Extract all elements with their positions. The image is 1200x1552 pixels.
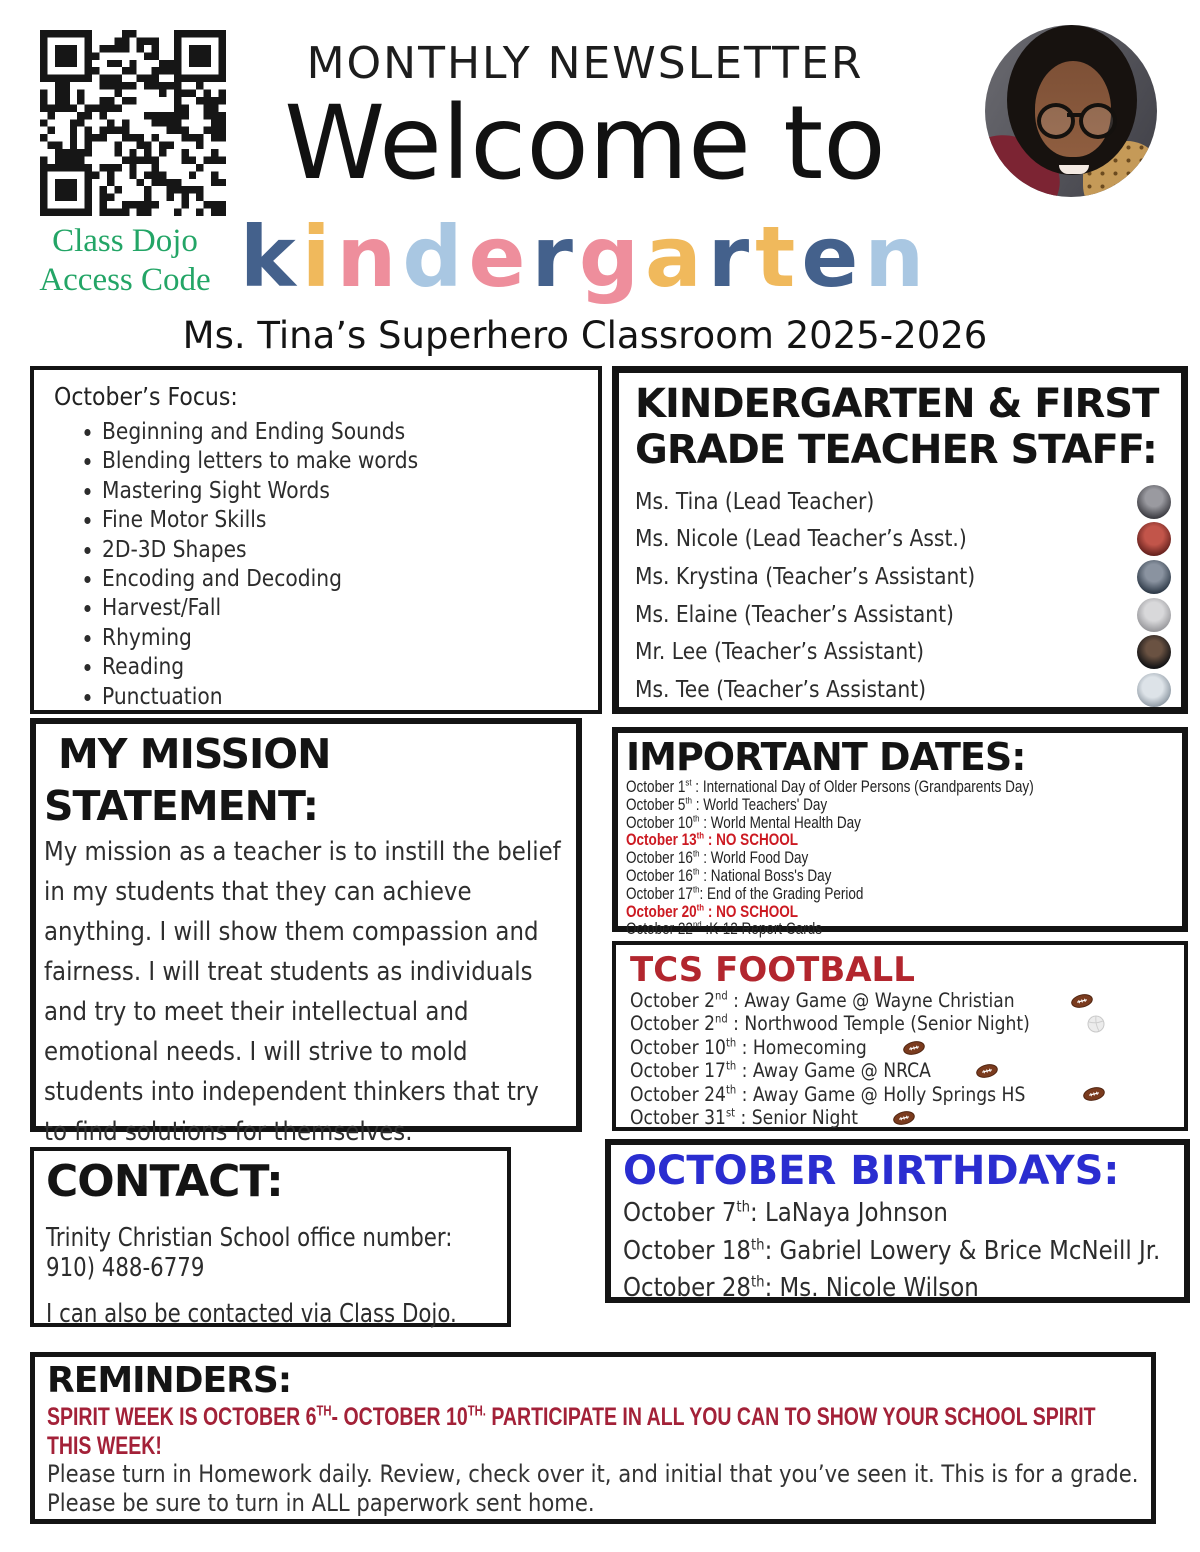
football-item: October 24th : Away Game @ Holly Springs HS	[630, 1083, 1176, 1106]
list-item: • Mastering Sight Words	[102, 477, 582, 506]
contact-box	[30, 1147, 511, 1327]
football-item: October 10th : Homecoming	[630, 1036, 1176, 1059]
reminder-line: Please turn in Homework daily. Review, check over it, and initial that you’ve seen it. This is for a grade.	[47, 1460, 1139, 1488]
ordinal-suffix: st	[685, 777, 692, 789]
ordinal-suffix: th	[725, 1059, 737, 1073]
mission-body: My mission as a teacher is to instill the belief in my students that they can achieve anything. I will show them compassion and fairness. I will treat students as individuals and try to meet their intellectual and emotional needs. I will strive to mold students into independent thinkers that try to find solutions for themselves.	[44, 837, 561, 1147]
teacher-portrait-photo	[985, 25, 1157, 197]
ordinal-suffix: th	[725, 1036, 737, 1050]
list-item: • Blending letters to make words	[102, 447, 582, 476]
kindergarten-letter: n	[864, 208, 931, 306]
staff-member-row	[635, 671, 1171, 709]
date-item-no-school: October 13th : NO SCHOOL	[626, 830, 799, 850]
ordinal-suffix: th	[692, 866, 700, 878]
date-item-no-school: October 20th : NO SCHOOL	[626, 902, 799, 921]
kindergarten-letter: g	[578, 208, 646, 306]
kindergarten-letter: d	[402, 208, 469, 306]
focus-title: October’s Focus:	[54, 382, 238, 411]
date-item: October 5th : World Teachers' Day	[626, 795, 828, 814]
focus-list	[54, 418, 582, 712]
important-dates-box	[612, 727, 1188, 939]
football-item: October 2nd : Northwood Temple (Senior Night)	[630, 1012, 1176, 1035]
classroom-subtitle: Ms. Tina’s Superhero Classroom 2025-2026	[182, 314, 988, 357]
staff-avatar-photo	[1137, 485, 1171, 519]
ordinal-suffix: th	[696, 902, 705, 914]
ordinal-suffix: th	[692, 848, 700, 860]
list-item: • Beginning and Ending Sounds	[102, 418, 582, 447]
date-item: October 17th: End of the Grading Period	[626, 884, 864, 903]
kindergarten-letter: n	[336, 208, 403, 306]
kindergarten-letter: i	[301, 208, 337, 306]
tcs-football-box	[612, 941, 1188, 1131]
contact-line: I can also be contacted via Class Dojo.	[46, 1299, 457, 1329]
football-icon	[902, 1040, 926, 1056]
ordinal-suffix: th	[750, 1234, 765, 1253]
reminder-line: Please be sure to turn in ALL paperwork sent home.	[47, 1489, 595, 1517]
date-item: October 1st : International Day of Older Persons (Grandparents Day)	[626, 777, 1034, 796]
staff-member-name: Ms. Nicole (Lead Teacher’s Asst.)	[635, 526, 967, 553]
date-item: October 16th : National Boss's Day	[626, 866, 832, 885]
newsletter-label: MONTHLY NEWSLETTER	[306, 38, 864, 89]
teacher-staff-box	[612, 366, 1188, 714]
football-title: TCS FOOTBALL	[630, 950, 915, 990]
list-item: • Harvest/Fall	[102, 594, 582, 623]
football-icon	[1082, 1086, 1106, 1102]
football-item: October 2nd : Away Game @ Wayne Christian	[630, 989, 1176, 1012]
ordinal-suffix: th	[725, 1083, 737, 1097]
staff-avatar-photo	[1137, 560, 1171, 594]
welcome-title: Welcome to	[284, 84, 886, 203]
contact-title: CONTACT:	[46, 1156, 283, 1207]
photo-smile	[1059, 165, 1089, 174]
list-item: • Fine Motor Skills	[102, 506, 582, 535]
staff-member-row	[635, 521, 1171, 559]
staff-avatar-photo	[1137, 598, 1171, 632]
staff-title	[635, 381, 1171, 473]
ordinal-suffix: th	[696, 830, 705, 842]
staff-member-name: Ms. Tee (Teacher’s Assistant)	[635, 676, 927, 703]
list-item: • Encoding and Decoding	[102, 565, 582, 594]
birthday-item: October 7th: LaNaya Johnson	[623, 1197, 948, 1228]
staff-member-name: Ms. Krystina (Teacher’s Assistant)	[635, 563, 976, 590]
reminders-box	[30, 1352, 1156, 1524]
contact-phone: 910) 488-6779	[46, 1253, 205, 1283]
staff-member-name: Ms. Elaine (Teacher’s Assistant)	[635, 601, 954, 628]
staff-title-line1: KINDERGARTEN & FIRST	[635, 381, 1159, 427]
date-item: October 10th : World Mental Health Day	[626, 813, 861, 832]
staff-member-name: Mr. Lee (Teacher’s Assistant)	[635, 639, 924, 666]
ordinal-suffix: th	[685, 795, 692, 807]
football-icon	[975, 1063, 999, 1079]
ordinal-suffix: st	[725, 1106, 736, 1120]
dates-title: IMPORTANT DATES:	[626, 735, 1026, 779]
date-item: October 22nd :K-12 Report Cards	[626, 919, 822, 939]
football-item: October 31st : Senior Night	[630, 1106, 1176, 1129]
kindergarten-letter: a	[645, 208, 708, 306]
list-item: • Punctuation	[102, 683, 582, 712]
ordinal-suffix: th	[750, 1272, 765, 1291]
ordinal-suffix: nd	[692, 919, 702, 931]
ordinal-suffix: nd	[715, 989, 728, 1003]
date-item: October 16th : World Food Day	[626, 848, 809, 868]
october-focus-box	[30, 366, 602, 714]
ordinal-suffix: th	[736, 1197, 751, 1216]
list-item: • Reading	[102, 653, 582, 682]
ordinal-suffix: nd	[715, 1012, 728, 1026]
football-item: October 17th : Away Game @ NRCA	[630, 1059, 1176, 1082]
kindergarten-letter: e	[801, 208, 865, 306]
ordinal-suffix: TH.	[467, 1403, 486, 1420]
kindergarten-wordmark	[0, 208, 1170, 306]
birthday-item: October 28th: Ms. Nicole Wilson	[623, 1272, 979, 1303]
staff-avatar-photo	[1137, 673, 1171, 707]
photo-glasses-left	[1037, 103, 1075, 139]
kindergarten-letter: k	[239, 208, 302, 306]
photo-glasses-right	[1079, 103, 1117, 139]
october-birthdays-box	[605, 1139, 1190, 1303]
staff-member-name: Ms. Tina (Lead Teacher)	[635, 488, 875, 515]
staff-avatar-photo	[1137, 635, 1171, 669]
staff-title-line2: GRADE TEACHER STAFF:	[635, 427, 1157, 473]
qr-caption-line2: Access Code	[39, 262, 211, 298]
ordinal-suffix: th	[692, 813, 700, 825]
football-icon	[1070, 993, 1094, 1009]
birthdays-title: OCTOBER BIRTHDAYS:	[623, 1148, 1120, 1194]
kindergarten-letter: r	[531, 208, 579, 306]
volleyball-icon	[1087, 1015, 1105, 1033]
reminders-title: REMINDERS:	[47, 1360, 292, 1401]
kindergarten-letter: e	[468, 208, 532, 306]
photo-glasses-bridge	[1067, 113, 1081, 117]
birthday-item: October 18th: Gabriel Lowery & Brice McNeill Jr.	[623, 1234, 1161, 1266]
staff-member-row	[635, 596, 1171, 634]
spirit-week-notice: SPIRIT WEEK IS OCTOBER 6TH- OCTOBER $10^{TH.}$ PARTICIPATE IN ALL YOU CAN TO SHOW YOUR SCHOOL SPIRIT THIS WEEK!	[47, 1403, 1096, 1460]
kindergarten-letter: t	[755, 208, 802, 306]
qr-caption-line1: Class Dojo	[52, 223, 198, 259]
mission-title: MY MISSION STATEMENT:	[44, 730, 331, 830]
list-item: • Rhyming	[102, 624, 582, 653]
staff-member-row	[635, 558, 1171, 596]
staff-member-row	[635, 633, 1171, 671]
mission-statement-box	[30, 718, 582, 1147]
staff-member-row	[635, 483, 1171, 521]
ordinal-suffix: TH	[316, 1403, 332, 1420]
staff-avatar-photo	[1137, 522, 1171, 556]
football-icon	[892, 1110, 916, 1126]
list-item: • 2D-3D Shapes	[102, 536, 582, 565]
ordinal-suffix: th	[692, 884, 700, 896]
contact-line: Trinity Christian School office number:	[46, 1223, 453, 1253]
kindergarten-letter: r	[707, 208, 756, 306]
